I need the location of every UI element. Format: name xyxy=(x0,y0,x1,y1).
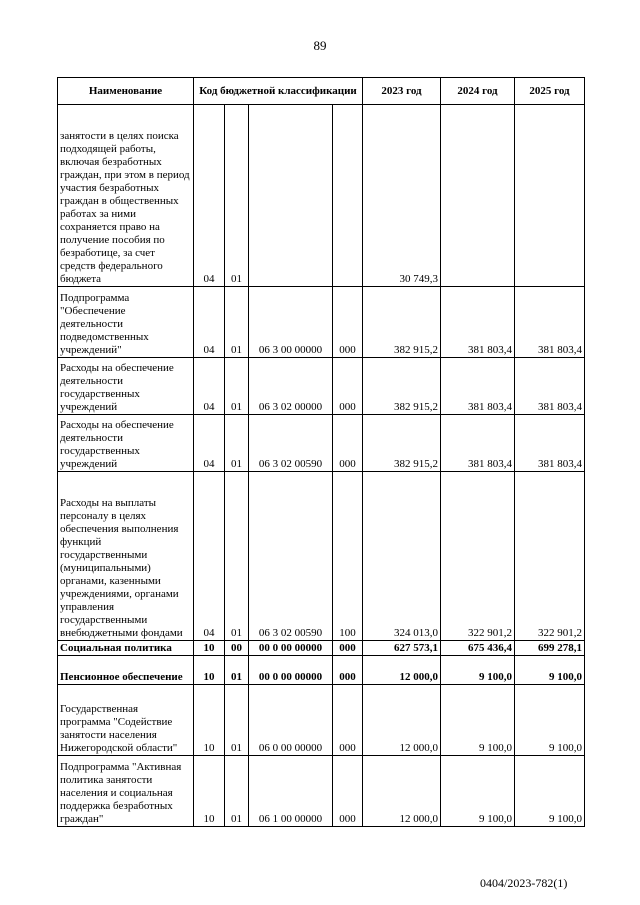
table-row xyxy=(58,756,585,827)
row-value-2024: 9 100,0 xyxy=(441,756,515,827)
row-code-subsection: 00 xyxy=(225,641,249,656)
row-value-2023: 627 573,1 xyxy=(363,641,441,656)
row-code-type: 100 xyxy=(333,472,363,641)
row-code-section: 04 xyxy=(194,105,225,287)
header-2024: 2024 год xyxy=(441,78,515,105)
row-value-2024: 9 100,0 xyxy=(441,656,515,685)
row-code-subsection: 01 xyxy=(225,472,249,641)
row-value-2023: 382 915,2 xyxy=(363,287,441,358)
table-row xyxy=(58,358,585,415)
row-code-target: 00 0 00 00000 xyxy=(249,641,333,656)
row-code-subsection: 01 xyxy=(225,415,249,472)
row-code-type: 000 xyxy=(333,358,363,415)
row-code-type: 000 xyxy=(333,641,363,656)
row-code-section: 10 xyxy=(194,641,225,656)
row-name: Пенсионное обеспечение xyxy=(58,656,194,685)
row-value-2024 xyxy=(441,105,515,287)
row-value-2025: 9 100,0 xyxy=(515,756,585,827)
table-row xyxy=(58,472,585,641)
row-value-2024: 381 803,4 xyxy=(441,287,515,358)
header-name: Наименование xyxy=(58,78,194,105)
row-code-target: 06 1 00 00000 xyxy=(249,756,333,827)
row-name: Государственная программа "Содействие занятости населения Нижегородской области" xyxy=(58,685,194,756)
table-row xyxy=(58,287,585,358)
row-value-2024: 675 436,4 xyxy=(441,641,515,656)
header-2025: 2025 год xyxy=(515,78,585,105)
row-code-target xyxy=(249,105,333,287)
budget-table xyxy=(57,77,585,827)
row-code-section: 04 xyxy=(194,358,225,415)
row-value-2023: 12 000,0 xyxy=(363,685,441,756)
row-code-type: 000 xyxy=(333,415,363,472)
row-value-2024: 381 803,4 xyxy=(441,358,515,415)
row-name: Расходы на выплаты персоналу в целях обеспечения выполнения функций государственными (муниципальными) органами, казенными учреждениями, органами управления государственными внебюджетными фондами xyxy=(58,472,194,641)
row-name: Социальная политика xyxy=(58,641,194,656)
row-value-2025 xyxy=(515,105,585,287)
row-value-2025: 381 803,4 xyxy=(515,415,585,472)
row-code-type: 000 xyxy=(333,656,363,685)
row-value-2025: 9 100,0 xyxy=(515,656,585,685)
row-code-subsection: 01 xyxy=(225,756,249,827)
row-code-target: 06 0 00 00000 xyxy=(249,685,333,756)
table-row xyxy=(58,685,585,756)
row-name: Расходы на обеспечение деятельности государственных учреждений xyxy=(58,415,194,472)
row-code-target: 06 3 02 00000 xyxy=(249,358,333,415)
row-name: Подпрограмма "Активная политика занятости населения и социальная поддержка безработных граждан" xyxy=(58,756,194,827)
table-row xyxy=(58,105,585,287)
row-code-type: 000 xyxy=(333,287,363,358)
row-code-subsection: 01 xyxy=(225,105,249,287)
row-value-2025: 381 803,4 xyxy=(515,287,585,358)
row-code-target: 06 3 00 00000 xyxy=(249,287,333,358)
table-header-row xyxy=(58,78,585,105)
header-code: Код бюджетной классификации xyxy=(194,78,363,105)
row-code-section: 04 xyxy=(194,415,225,472)
row-code-subsection: 01 xyxy=(225,287,249,358)
row-value-2025: 699 278,1 xyxy=(515,641,585,656)
row-code-section: 04 xyxy=(194,287,225,358)
row-code-section: 10 xyxy=(194,756,225,827)
row-value-2023: 382 915,2 xyxy=(363,358,441,415)
row-code-type xyxy=(333,105,363,287)
row-code-target: 06 3 02 00590 xyxy=(249,415,333,472)
row-code-type: 000 xyxy=(333,756,363,827)
row-code-subsection: 01 xyxy=(225,656,249,685)
document-code: 0404/2023-782(1) xyxy=(480,876,568,890)
row-value-2024: 9 100,0 xyxy=(441,685,515,756)
row-value-2023: 12 000,0 xyxy=(363,656,441,685)
row-value-2023: 30 749,3 xyxy=(363,105,441,287)
page-number: 89 xyxy=(313,38,327,53)
row-value-2025: 9 100,0 xyxy=(515,685,585,756)
row-code-section: 10 xyxy=(194,685,225,756)
row-name: занятости в целях поиска подходящей работы, включая безработных граждан, при этом в период участия безработных граждан в общественных работах за ними сохраняется право на получение пособия по безработице, за счет средств федерального бюджета xyxy=(58,105,194,287)
row-code-section: 10 xyxy=(194,656,225,685)
row-code-type: 000 xyxy=(333,685,363,756)
row-code-target: 00 0 00 00000 xyxy=(249,656,333,685)
table-row xyxy=(58,656,585,685)
row-value-2024: 381 803,4 xyxy=(441,415,515,472)
row-code-subsection: 01 xyxy=(225,685,249,756)
row-value-2024: 322 901,2 xyxy=(441,472,515,641)
row-code-target: 06 3 02 00590 xyxy=(249,472,333,641)
header-2023: 2023 год xyxy=(363,78,441,105)
row-code-section: 04 xyxy=(194,472,225,641)
row-value-2025: 381 803,4 xyxy=(515,358,585,415)
row-value-2023: 324 013,0 xyxy=(363,472,441,641)
row-name: Расходы на обеспечение деятельности государственных учреждений xyxy=(58,358,194,415)
row-code-subsection: 01 xyxy=(225,358,249,415)
table-row xyxy=(58,415,585,472)
row-value-2023: 12 000,0 xyxy=(363,756,441,827)
row-value-2023: 382 915,2 xyxy=(363,415,441,472)
row-value-2025: 322 901,2 xyxy=(515,472,585,641)
row-name: Подпрограмма "Обеспечение деятельности подведомственных учреждений" xyxy=(58,287,194,358)
table-row xyxy=(58,641,585,656)
